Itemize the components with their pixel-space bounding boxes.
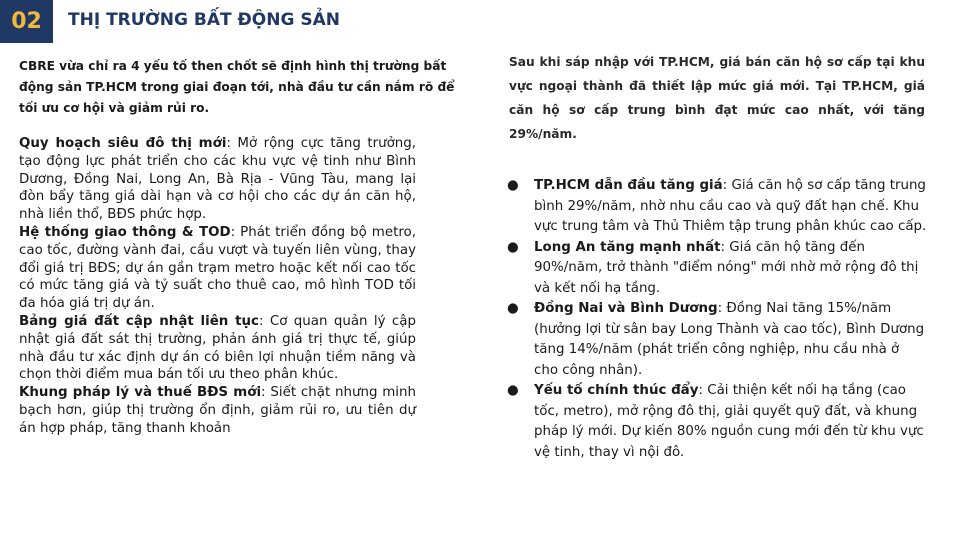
bullet-icon: ● [507, 301, 519, 316]
item-heading: Đồng Nai và Bình Dương [534, 301, 718, 316]
factor-item [19, 313, 416, 384]
factor-item [19, 224, 416, 313]
price-trend-list [507, 176, 927, 463]
item-heading: Yếu tố chính thúc đẩy [534, 383, 699, 398]
factor-list [19, 135, 416, 438]
factor-heading: Bảng giá đất cập nhật liên tục [19, 313, 259, 329]
factor-heading: Khung pháp lý và thuế BĐS mới [19, 385, 262, 401]
factor-text: : Siết chặt nhưng minh bạch hơn, giúp thị trường ổn định, giảm rủi ro, ưu tiên dự án hợp pháp, tăng thanh khoản [19, 385, 416, 436]
list-item [507, 299, 927, 381]
bullet-icon: ● [507, 178, 519, 193]
factor-heading: Quy hoạch siêu đô thị mới [19, 136, 227, 151]
factor-text: : Cơ quan quản lý cập nhật giá đất sát thị trường, phản ánh giá trị thực tế, giúp nhà đầu tư xác định dự án có biên lợi nhuận tiềm năng và chọn thời điểm mua bán tối ưu theo phân khúc. [19, 313, 416, 383]
item-text: : Giá căn hộ tăng đến 90%/năm, trở thành "điểm nóng" mới nhờ mở rộng đô thị và kết nối hạ tầng. [534, 239, 919, 296]
list-item [507, 381, 927, 463]
item-text: : Cải thiện kết nối hạ tầng (cao tốc, metro), mở rộng đô thị, giải quyết quỹ đất, và khung pháp lý mới. Dự kiến 80% nguồn cung mới đến từ khu vực vệ tinh, thay vì nội đô. [534, 383, 924, 460]
list-item [507, 238, 927, 300]
factor-item [19, 135, 416, 224]
factor-text: : Mở rộng cực tăng trưởng, tạo động lực phát triển cho các khu vực vệ tinh như Bình Dương, Đồng Nai, Long An, Bà Rịa - Vũng Tàu, mang lại đòn bẩy tăng giá dài hạn và cơ hội cho các dự án căn hộ, nhà liền thổ, BĐS phức hợp. [19, 136, 417, 223]
bullet-icon: ● [507, 383, 519, 398]
list-item [507, 176, 927, 238]
bullet-icon: ● [507, 239, 519, 255]
item-heading: TP.HCM dẫn đầu tăng giá [534, 178, 723, 193]
section-number: 02 [11, 9, 42, 34]
factor-item [19, 384, 416, 437]
left-intro-text: CBRE vừa chỉ ra 4 yếu tố then chốt sẽ định hình thị trường bất động sản TP.HCM trong giai đoạn tới, nhà đầu tư cần nắm rõ để tối ưu cơ hội và giảm rủi ro. [19, 59, 455, 115]
page-title: THỊ TRƯỜNG BẤT ĐỘNG SẢN [68, 10, 340, 30]
item-heading: Long An tăng mạnh nhất [534, 239, 721, 255]
factor-text: : Phát triển đồng bộ metro, cao tốc, đường vành đai, cầu vượt và tuyến liên vùng, thay đổi giá trị BĐS; dự án gần trạm metro hoặc kết nối cao tốc có mức tăng giá và tỷ suất cho thuê cao, mô hình TOD tối đa hóa giá trị dự án. [19, 224, 416, 312]
right-intro-text: Sau khi sáp nhập với TP.HCM, giá bán căn hộ sơ cấp tại khu vực ngoại thành đã thiết lập mức giá mới. Tại TP.HCM, giá căn hộ sơ cấp trung bình đạt mức cao nhất, với tăng 29%/năm. [509, 55, 925, 141]
item-text: : Đồng Nai tăng 15%/năm (hưởng lợi từ sân bay Long Thành và cao tốc), Bình Dương tăng 14%/năm (phát triển công nghiệp, nhu cầu nhà ở cho công nhân). [534, 301, 925, 378]
item-text: : Giá căn hộ sơ cấp tăng trung bình 29%/năm, nhờ nhu cầu cao và quỹ đất hạn chế. Khu vực trung tâm và Thủ Thiêm tập trung phân khúc cao cấp. [534, 178, 927, 234]
section-number-badge [0, 0, 53, 43]
factor-heading: Hệ thống giao thông & TOD [19, 224, 231, 240]
